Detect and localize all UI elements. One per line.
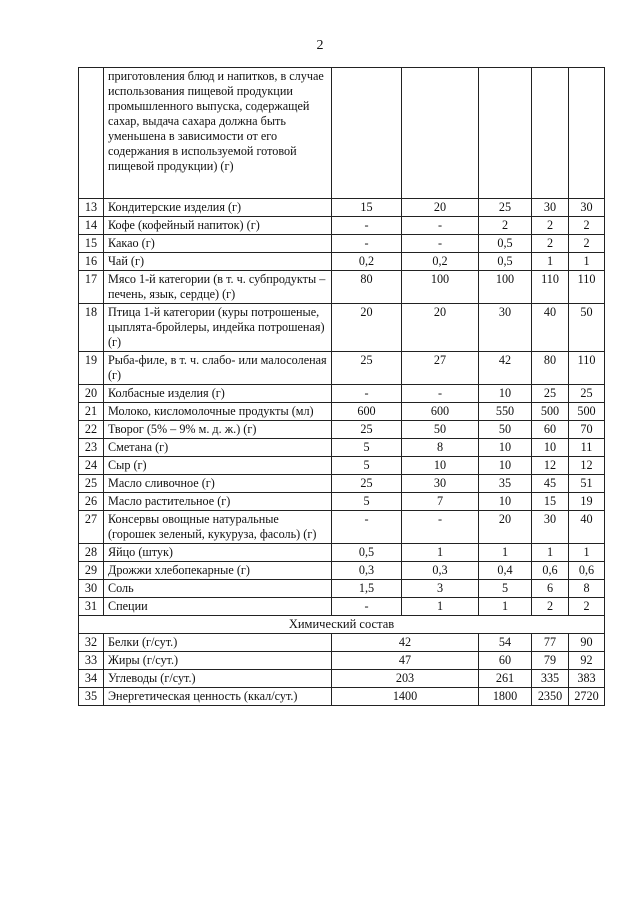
chem-value: 90 <box>569 634 605 652</box>
row-number: 16 <box>79 253 104 271</box>
norm-value: 6 <box>532 580 569 598</box>
norm-value: 10 <box>479 385 532 403</box>
norm-value: 1 <box>479 544 532 562</box>
table-row <box>79 562 605 580</box>
product-name: Чай (г) <box>104 253 332 271</box>
product-name: Мясо 1-й категории (в т. ч. субпродукты – печень, язык, сердце) (г) <box>104 271 332 304</box>
norm-value: 110 <box>569 352 605 385</box>
row-number: 14 <box>79 217 104 235</box>
norm-value: 0,5 <box>479 253 532 271</box>
nutrient-name: Углеводы (г/сут.) <box>104 670 332 688</box>
continuation-text: приготовления блюд и напитков, в случае использования пищевой продукции промышленного выпуска, содержащей сахар, выдача сахара должна быть уменьшена в зависимости от его содержания в используемой готовой пищевой продукции) (г) <box>104 68 332 199</box>
norm-value: 50 <box>569 304 605 352</box>
norm-value: 8 <box>569 580 605 598</box>
product-name: Дрожжи хлебопекарные (г) <box>104 562 332 580</box>
nutrient-name: Белки (г/сут.) <box>104 634 332 652</box>
norm-value: 15 <box>332 199 402 217</box>
norm-value: 40 <box>532 304 569 352</box>
norm-value: 100 <box>479 271 532 304</box>
row-number: 26 <box>79 493 104 511</box>
row-number: 20 <box>79 385 104 403</box>
norm-value: 5 <box>332 493 402 511</box>
norm-value: 5 <box>479 580 532 598</box>
chem-value: 60 <box>479 652 532 670</box>
norm-value: - <box>402 511 479 544</box>
norm-value: 3 <box>402 580 479 598</box>
product-name: Сыр (г) <box>104 457 332 475</box>
product-name: Масло растительное (г) <box>104 493 332 511</box>
row-number: 23 <box>79 439 104 457</box>
row-number: 21 <box>79 403 104 421</box>
norm-value: 50 <box>402 421 479 439</box>
norm-value: - <box>332 385 402 403</box>
norm-value: 30 <box>479 304 532 352</box>
table-row <box>79 304 605 352</box>
norm-value: 10 <box>532 439 569 457</box>
table-row <box>79 511 605 544</box>
row-number: 15 <box>79 235 104 253</box>
norm-value: 110 <box>532 271 569 304</box>
norm-value: 2 <box>569 598 605 616</box>
chem-value: 77 <box>532 634 569 652</box>
table-row <box>79 235 605 253</box>
table-row <box>79 403 605 421</box>
norm-value: - <box>332 598 402 616</box>
chem-value: 92 <box>569 652 605 670</box>
nutrient-name: Жиры (г/сут.) <box>104 652 332 670</box>
norm-value: 70 <box>569 421 605 439</box>
table-row <box>79 580 605 598</box>
norm-value: 2 <box>532 598 569 616</box>
norm-value: 20 <box>402 199 479 217</box>
row-number: 32 <box>79 634 104 652</box>
norm-value: 5 <box>332 439 402 457</box>
norm-value: 10 <box>479 457 532 475</box>
row-number: 19 <box>79 352 104 385</box>
norm-value: 30 <box>532 199 569 217</box>
norm-value: 51 <box>569 475 605 493</box>
norm-value: 42 <box>479 352 532 385</box>
row-number: 24 <box>79 457 104 475</box>
chem-value: 54 <box>479 634 532 652</box>
chem-value: 383 <box>569 670 605 688</box>
norms-table <box>78 67 605 706</box>
norm-value: 600 <box>332 403 402 421</box>
norm-value: 550 <box>479 403 532 421</box>
row-number: 17 <box>79 271 104 304</box>
norm-value: 0,3 <box>402 562 479 580</box>
product-name: Колбасные изделия (г) <box>104 385 332 403</box>
norm-value: 15 <box>532 493 569 511</box>
norm-value: - <box>332 511 402 544</box>
norm-value: 12 <box>569 457 605 475</box>
norm-value: 25 <box>569 385 605 403</box>
table-row <box>79 217 605 235</box>
norm-value: 27 <box>402 352 479 385</box>
product-name: Кондитерские изделия (г) <box>104 199 332 217</box>
chem-row <box>79 688 605 706</box>
table-row <box>79 439 605 457</box>
table-row <box>79 598 605 616</box>
norm-value: 10 <box>479 493 532 511</box>
norm-value: 11 <box>569 439 605 457</box>
norm-value: 2 <box>479 217 532 235</box>
norm-value: 0,6 <box>532 562 569 580</box>
continuation-row <box>79 68 605 199</box>
section-row <box>79 616 605 634</box>
norm-value: 600 <box>402 403 479 421</box>
table-row <box>79 385 605 403</box>
row-number: 13 <box>79 199 104 217</box>
table-row <box>79 493 605 511</box>
table-row <box>79 475 605 493</box>
chem-value: 335 <box>532 670 569 688</box>
product-name: Соль <box>104 580 332 598</box>
norm-value: 10 <box>479 439 532 457</box>
norm-value: 1 <box>402 598 479 616</box>
chem-value: 261 <box>479 670 532 688</box>
norm-value: 45 <box>532 475 569 493</box>
norm-value: 1 <box>402 544 479 562</box>
norm-value: 0,3 <box>332 562 402 580</box>
norm-value: 30 <box>532 511 569 544</box>
product-name: Молоко, кисломолочные продукты (мл) <box>104 403 332 421</box>
product-name: Консервы овощные натуральные (горошек зеленый, кукуруза, фасоль) (г) <box>104 511 332 544</box>
row-number: 25 <box>79 475 104 493</box>
row-number: 34 <box>79 670 104 688</box>
norm-value: 25 <box>479 199 532 217</box>
table-row <box>79 199 605 217</box>
norm-value: 25 <box>532 385 569 403</box>
norm-value: 30 <box>569 199 605 217</box>
chem-value: 1400 <box>332 688 479 706</box>
table-row <box>79 544 605 562</box>
norm-value: 1 <box>569 253 605 271</box>
norm-value: 0,4 <box>479 562 532 580</box>
norm-value: 2 <box>532 235 569 253</box>
norm-value: 2 <box>532 217 569 235</box>
product-name: Масло сливочное (г) <box>104 475 332 493</box>
norm-value: 25 <box>332 475 402 493</box>
row-number: 18 <box>79 304 104 352</box>
chem-row <box>79 652 605 670</box>
norm-value: 0,2 <box>332 253 402 271</box>
chem-value: 2720 <box>569 688 605 706</box>
norm-value: 500 <box>569 403 605 421</box>
norm-value: 2 <box>569 217 605 235</box>
norm-value: - <box>402 385 479 403</box>
norm-value: 8 <box>402 439 479 457</box>
product-name: Птица 1-й категории (куры потрошеные, цыплята-бройлеры, индейка потрошеная) (г) <box>104 304 332 352</box>
norm-value: 1,5 <box>332 580 402 598</box>
chem-value: 42 <box>332 634 479 652</box>
norm-value: 0,5 <box>332 544 402 562</box>
row-number: 33 <box>79 652 104 670</box>
norm-value: 35 <box>479 475 532 493</box>
norm-value: - <box>402 217 479 235</box>
product-name: Специи <box>104 598 332 616</box>
table-row <box>79 421 605 439</box>
table-row <box>79 271 605 304</box>
section-title: Химический состав <box>79 616 605 634</box>
norm-value: 110 <box>569 271 605 304</box>
row-number: 31 <box>79 598 104 616</box>
norm-value: 10 <box>402 457 479 475</box>
chem-value: 1800 <box>479 688 532 706</box>
norm-value: - <box>402 235 479 253</box>
product-name: Какао (г) <box>104 235 332 253</box>
table-row <box>79 457 605 475</box>
norm-value: 25 <box>332 352 402 385</box>
norm-value: 50 <box>479 421 532 439</box>
table-row <box>79 352 605 385</box>
norm-value: 12 <box>532 457 569 475</box>
norm-value: 0,2 <box>402 253 479 271</box>
norm-value: 30 <box>402 475 479 493</box>
row-number: 28 <box>79 544 104 562</box>
norm-value: 20 <box>402 304 479 352</box>
chem-value: 203 <box>332 670 479 688</box>
nutrient-name: Энергетическая ценность (ккал/сут.) <box>104 688 332 706</box>
norm-value: - <box>332 217 402 235</box>
row-number: 30 <box>79 580 104 598</box>
norm-value: 1 <box>569 544 605 562</box>
row-number: 27 <box>79 511 104 544</box>
norm-value: 1 <box>479 598 532 616</box>
norm-value: 80 <box>532 352 569 385</box>
norm-value: 500 <box>532 403 569 421</box>
norm-value: 1 <box>532 544 569 562</box>
norm-value: 19 <box>569 493 605 511</box>
norm-value: 1 <box>532 253 569 271</box>
norm-value: 100 <box>402 271 479 304</box>
row-number: 35 <box>79 688 104 706</box>
chem-value: 47 <box>332 652 479 670</box>
norm-value: 20 <box>332 304 402 352</box>
norm-value: 60 <box>532 421 569 439</box>
product-name: Кофе (кофейный напиток) (г) <box>104 217 332 235</box>
norm-value: 25 <box>332 421 402 439</box>
page-number: 2 <box>316 38 324 53</box>
norm-value: 40 <box>569 511 605 544</box>
chem-value: 79 <box>532 652 569 670</box>
norm-value: 5 <box>332 457 402 475</box>
chem-row <box>79 670 605 688</box>
table-row <box>79 253 605 271</box>
norm-value: 2 <box>569 235 605 253</box>
row-number: 22 <box>79 421 104 439</box>
norm-value: 80 <box>332 271 402 304</box>
row-number: 29 <box>79 562 104 580</box>
norm-value: 0,5 <box>479 235 532 253</box>
product-name: Творог (5% – 9% м. д. ж.) (г) <box>104 421 332 439</box>
row-number-cell <box>79 68 104 199</box>
norm-value: 7 <box>402 493 479 511</box>
norm-value: 0,6 <box>569 562 605 580</box>
norm-value: - <box>332 235 402 253</box>
product-name: Рыба-филе, в т. ч. слабо- или малосоленая (г) <box>104 352 332 385</box>
product-name: Сметана (г) <box>104 439 332 457</box>
product-name: Яйцо (штук) <box>104 544 332 562</box>
chem-row <box>79 634 605 652</box>
chem-value: 2350 <box>532 688 569 706</box>
norm-value: 20 <box>479 511 532 544</box>
